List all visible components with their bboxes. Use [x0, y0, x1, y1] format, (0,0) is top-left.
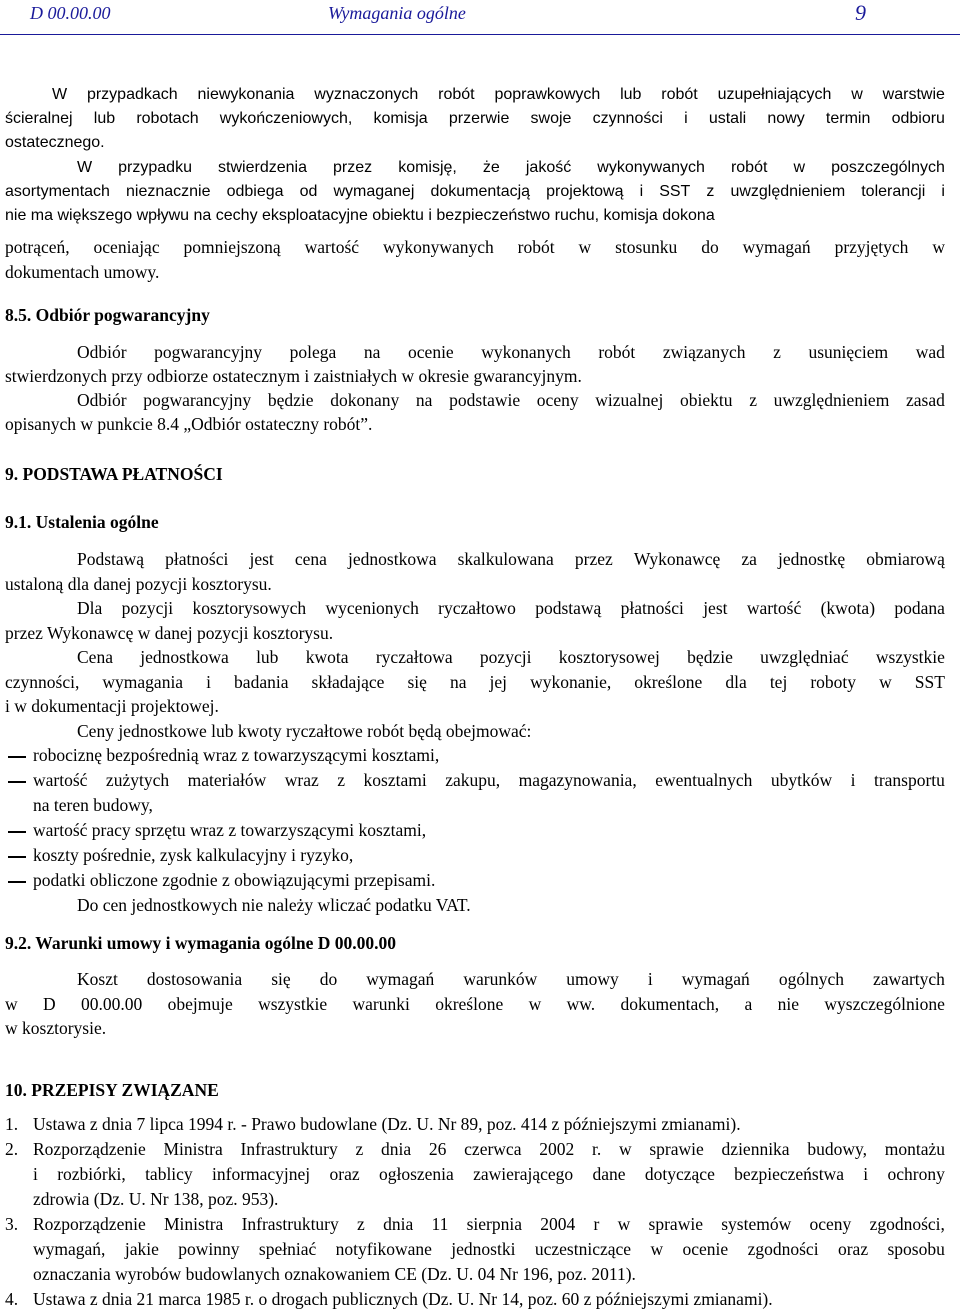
- list-number: 2.: [5, 1139, 19, 1159]
- bullet-item: koszty pośrednie, zysk kalkulacyjny i ryzyko,: [33, 845, 354, 865]
- para-line: w kosztorysie.: [5, 1018, 107, 1038]
- list-item-cont: zdrowia (Dz. U. Nr 138, poz. 953).: [33, 1189, 279, 1209]
- para-line: Ceny jednostkowe lub kwoty ryczałtowe robót będą obejmować:: [77, 721, 532, 741]
- header-title: Wymagania ogólne: [328, 3, 466, 23]
- para-line: asortymentach nieznacznie odbiega od wymaganej dokumentacją projektową i SST z uwzględnieniem tolerancji i: [5, 183, 945, 200]
- header-code: D 00.00.00: [30, 3, 111, 23]
- para-line: Odbiór pogwarancyjny będzie dokonany na podstawie oceny wizualnej obiektu z uwzględnieniem zasad: [77, 390, 945, 410]
- section-heading-9-1: 9.1. Ustalenia ogólne: [5, 512, 159, 532]
- para-line: nie ma większego wpływu na cechy eksploatacyjne obiektu i bezpieczeństwo ruchu, komisja dokona: [5, 207, 715, 224]
- para-line: opisanych w punkcie 8.4 „Odbiór ostateczny robót”.: [5, 414, 373, 434]
- list-item: Ustawa z dnia 21 marca 1985 r. o drogach publicznych (Dz. U. Nr 14, poz. 60 z późniejszymi zmianami).: [33, 1289, 773, 1309]
- bullet-item: wartość zużytych materiałów wraz z kosztami zakupu, magazynowania, ewentualnych ubytków i transportu: [33, 770, 945, 790]
- para-line: Do cen jednostkowych nie należy wliczać podatku VAT.: [77, 895, 471, 915]
- dash-bullet: [8, 831, 26, 833]
- section-heading-9: 9. PODSTAWA PŁATNOŚCI: [5, 464, 223, 484]
- para-line: czynności, wymagania i badania składające się na jej wykonanie, określone dla tej roboty w SST: [5, 672, 945, 692]
- dash-bullet: [8, 781, 26, 783]
- list-number: 4.: [5, 1289, 19, 1309]
- para-line: w D 00.00.00 obejmuje wszystkie warunki określone w ww. dokumentach, a nie wyszczególnione: [5, 994, 945, 1014]
- para-line: przez Wykonawcę w danej pozycji kosztorysu.: [5, 623, 334, 643]
- para-line: stwierdzonych przy odbiorze ostatecznym i zaistniałych w okresie gwarancyjnym.: [5, 366, 582, 386]
- bullet-item-cont: na teren budowy,: [33, 795, 153, 815]
- para-line: W przypadku stwierdzenia przez komisję, że jakość wykonywanych robót w poszczególnych: [77, 159, 945, 176]
- para-line: Odbiór pogwarancyjny polega na ocenie wykonanych robót związanych z usunięciem wad: [77, 342, 945, 362]
- para-line: ustaloną dla danej pozycji kosztorysu.: [5, 574, 272, 594]
- para-line: Cena jednostkowa lub kwota ryczałtowa pozycji kosztorysowej będzie uwzględniać wszystkie: [77, 647, 945, 667]
- para-line: i w dokumentacji projektowej.: [5, 696, 219, 716]
- para-line: Podstawą płatności jest cena jednostkowa skalkulowana przez Wykonawcę za jednostkę obmiarową: [77, 549, 945, 569]
- para-line: Koszt dostosowania się do wymagań warunków umowy i wymagań ogólnych zawartych: [77, 969, 945, 989]
- para-line: Dla pozycji kosztorysowych wycenionych ryczałtowo podstawą płatności jest wartość (kwota) podana: [77, 598, 945, 618]
- dash-bullet: [8, 856, 26, 858]
- bullet-item: podatki obliczone zgodnie z obowiązującymi przepisami.: [33, 870, 436, 890]
- dash-bullet: [8, 756, 26, 758]
- section-heading-9-2: 9.2. Warunki umowy i wymagania ogólne D 00.00.00: [5, 933, 397, 953]
- section-heading-10: 10. PRZEPISY ZWIĄZANE: [5, 1080, 219, 1100]
- list-item: Ustawa z dnia 7 lipca 1994 r. - Prawo budowlane (Dz. U. Nr 89, poz. 414 z późniejszymi zmianami).: [33, 1114, 741, 1134]
- para-line: dokumentach umowy.: [5, 262, 160, 282]
- list-number: 1.: [5, 1114, 19, 1134]
- bullet-item: wartość pracy sprzętu wraz z towarzyszącymi kosztami,: [33, 820, 427, 840]
- para-line: potrąceń, oceniając pomniejszoną wartość wykonywanych robót w stosunku do wymagań przyjętych w: [5, 237, 945, 257]
- list-item-cont: i rozbiórki, tablicy informacyjnej oraz ogłoszenia zawierającego dane dotyczące bezpieczeństwa i ochrony: [33, 1164, 945, 1184]
- para-line: ścieralnej lub robotach wykończeniowych, komisja przerwie swoje czynności i ustali nowy termin odbioru: [5, 110, 945, 127]
- dash-bullet: [8, 881, 26, 883]
- section-heading-8-5: 8.5. Odbiór pogwarancyjny: [5, 305, 210, 325]
- list-item-cont: oznaczania wyrobów budowlanych oznakowaniem CE (Dz. U. 04 Nr 196, poz. 2011).: [33, 1264, 636, 1284]
- header-rule: [0, 34, 960, 35]
- para-line: ostatecznego.: [5, 134, 105, 151]
- list-number: 3.: [5, 1214, 19, 1234]
- list-item: Rozporządzenie Ministra Infrastruktury z dnia 11 sierpnia 2004 r w sprawie systemów oceny zgodności,: [33, 1214, 945, 1234]
- list-item: Rozporządzenie Ministra Infrastruktury z dnia 26 czerwca 2002 r. w sprawie dziennika budowy, montażu: [33, 1139, 945, 1159]
- bullet-item: robociznę bezpośrednią wraz z towarzyszącymi kosztami,: [33, 745, 440, 765]
- para-line: W przypadkach niewykonania wyznaczonych robót poprawkowych lub robót uzupełniających w warstwie: [52, 86, 945, 103]
- page-number: 9: [855, 0, 866, 25]
- list-item-cont: wymagań, jakie powinny spełniać notyfikowane jednostki uczestniczące w ocenie zgodności oraz sposobu: [33, 1239, 945, 1259]
